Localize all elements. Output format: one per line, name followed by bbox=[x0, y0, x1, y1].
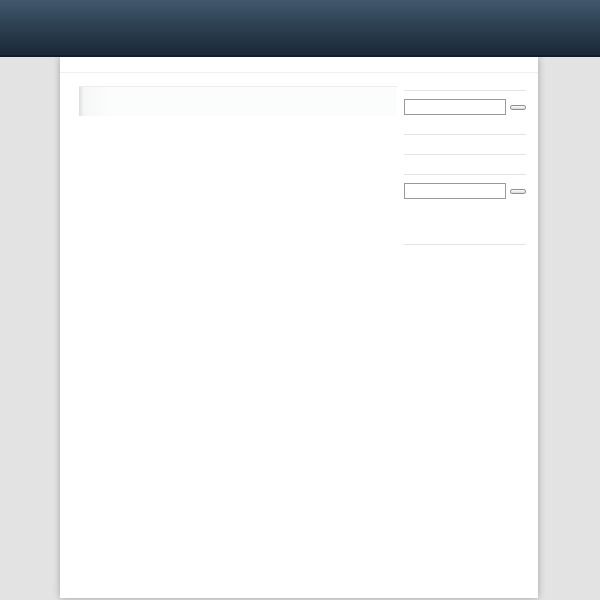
search-input[interactable] bbox=[404, 99, 506, 115]
main-content bbox=[60, 73, 397, 253]
book-list bbox=[79, 86, 397, 116]
newsletter-heading bbox=[404, 169, 526, 175]
search-form bbox=[404, 99, 526, 115]
genres-heading bbox=[404, 149, 526, 155]
library-heading bbox=[404, 129, 526, 135]
site-header bbox=[0, 0, 600, 57]
newsletter-form bbox=[404, 183, 526, 199]
search-heading bbox=[404, 85, 526, 91]
sidebar bbox=[397, 73, 538, 253]
main-nav bbox=[60, 57, 538, 73]
content-column bbox=[60, 57, 538, 598]
email-input[interactable] bbox=[404, 183, 506, 199]
search-ok-button[interactable] bbox=[510, 105, 526, 110]
top10-heading bbox=[404, 239, 526, 245]
newsletter-ok-button[interactable] bbox=[510, 189, 526, 194]
